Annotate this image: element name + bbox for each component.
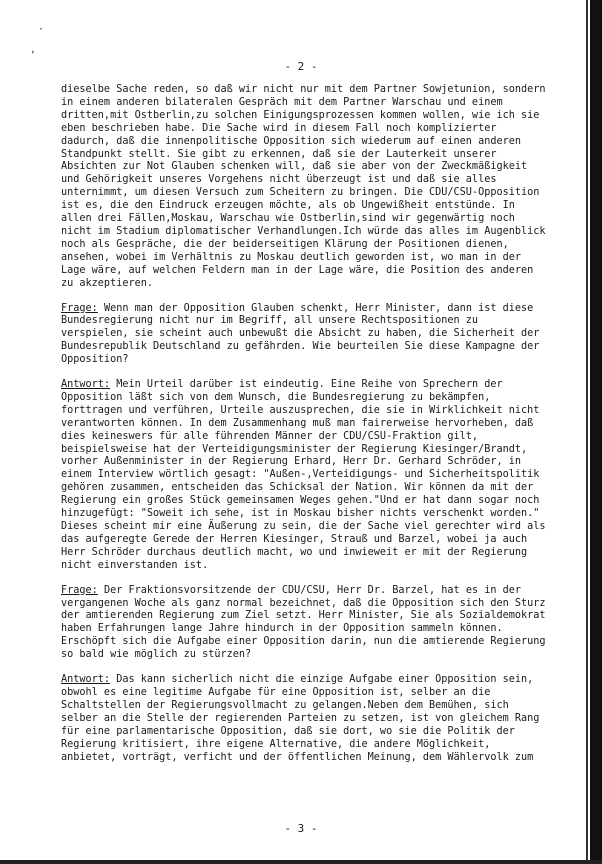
paragraph-text: Mein Urteil darüber ist eindeutig. Eine Reihe von Sprechern der Opposition läßt sich von dem Wunsch, die Bundesregierung zu bekämpfen, forttragen und verführen, Urteile auszusprechen, die sie in Wirklichkeit nicht verantworten können. In dem Zusammenhang muß man fairerweise hervorheben, daß dies keineswers für alle führenden Männer der CDU/CSU-Fraktion gilt, beispielsweise hat der Verteidigungsminister der Regierung Kiesinger/Brandt, vorher Außenminister in der Regierung Erhard, Herr Dr. Gerhard Schröder, in einem Interview wörtlich gesagt: "Außen-,Verteidigungs- und Sicherheitspolitik gehören zusammen, entscheiden das Schicksal der Nation. Wir können da mit der Regierung ein großes Stück gemeinsamen Weges gehen."Und er hat dann sogar noch hinzugefügt: "Soweit ich sehe, ist in Moskau bisher nichts verschenkt worden." Dieses scheint mir eine Äußerung zu sein, die der Sache viel gerechter wird als das aufgeregte Gerede der Herren Kiesinger, Strauß und Barzel, wobei ja auch Herr Schröder durchaus deutlich macht, wo und inwieweit er mit der Regierung nicht einverstanden ist. [61, 379, 546, 571]
scan-edge-bottom [0, 860, 602, 864]
paragraph-question-2 [61, 585, 549, 662]
scan-speck: , [30, 44, 37, 55]
paragraph-text: Das kann sicherlich nicht die einzige Aufgabe einer Opposition sein, obwohl es eine legitime Aufgabe für eine Opposition ist, selber an die Schaltstellen der Regierungsvollmacht zu gelangen.Neben dem Bemühen, sich selber an die Stelle der regierenden Parteien zu setzen, ist von gleichem Rang für eine parlamentarische Opposition, daß sie dort, wo sie die Politik der Regierung kritisiert, ihre eigene Alternative, die andere Möglichkeit, anbietet, vorträgt, verficht und der öffentlichen Meinung, dem Wählervolk zum [61, 674, 540, 763]
paragraph-question-1 [61, 303, 549, 368]
page-number-bottom: - 3 - [284, 822, 318, 835]
paragraph-intro [61, 84, 549, 291]
scan-speck: · [38, 24, 45, 35]
answer-label: Antwort: [61, 379, 111, 391]
answer-label: Antwort: [61, 674, 111, 686]
document-body [61, 84, 549, 776]
paragraph-answer-1 [61, 379, 549, 573]
scan-edge-right [590, 0, 602, 864]
paragraph-text: Der Fraktionsvorsitzende der CDU/CSU, Herr Dr. Barzel, hat es in der vergangenen Woche als ganz normal bezeichnet, daß die Opposition sich den Sturz der amtierenden Regierung zum Ziel setzt. Herr Minister, Sie als Sozialdemokrat haben Erfahrungen lange Jahre hindurch in der Opposition sammeln können. Erschöpft sich die Aufgabe einer Opposition darin, nun die amtierende Regierung so bald wie möglich zu stürzen? [61, 584, 546, 661]
paragraph-text: dieselbe Sache reden, so daß wir nicht nur mit dem Partner Sowjetunion, sondern in einem anderen bilateralen Gespräch mit dem Partner Warschau und einem dritten,mit Ostberlin,zu solchen Einigungsprozessen kommen wollen, wie ich sie eben beschrieben habe. Die Sache wird in diesem Fall noch komplizierter dadurch, daß die innenpolitische Opposition sich wiederum auf einen anderen Standpunkt stellt. Sie gibt zu erkennen, daß sie der Lauterkeit unserer Absichten zur Not Glauben schenken will, daß sie aber von der Zweckmäßigkeit und Gehörigkeit unseres Vorgehens nicht überzeugt ist und daß sie alles unternimmt, um diesen Versuch zum Scheitern zu bringen. Die CDU/CSU-Opposition ist es, die den Eindruck erzeugen möchte, als ob Ungewißheit entstünde. In allen drei Fällen,Moskau, Warschau wie Ostberlin,sind wir gegenwärtig noch nicht im Stadium diplomatischer Verhandlungen.Ich würde das alles im Augenblick noch als Gespräche, die der beiderseitigen Klärung der Positionen dienen, ansehen, wobei im Verhältnis zu Moskau deutlich geworden ist, wo man in der Lage wäre, auf welchen Feldern man in der Lage wäre, die Position des anderen zu akzeptieren. [61, 84, 546, 289]
question-label: Frage: [61, 302, 98, 314]
paragraph-text: Wenn man der Opposition Glauben schenkt, Herr Minister, dann ist diese Bundesregierung nicht nur im Begriff, all unsere Rechtspositionen zu verspielen, sie scheint auch unbewußt die Absicht zu haben, die Sicherheit der Bundesrepublik Deutschland zu gefährden. Wie beurteilen Sie diese Kampagne der Opposition? [61, 302, 540, 366]
page-number-top: - 2 - [284, 60, 318, 73]
question-label: Frage: [61, 584, 98, 596]
paragraph-answer-2 [61, 674, 549, 764]
